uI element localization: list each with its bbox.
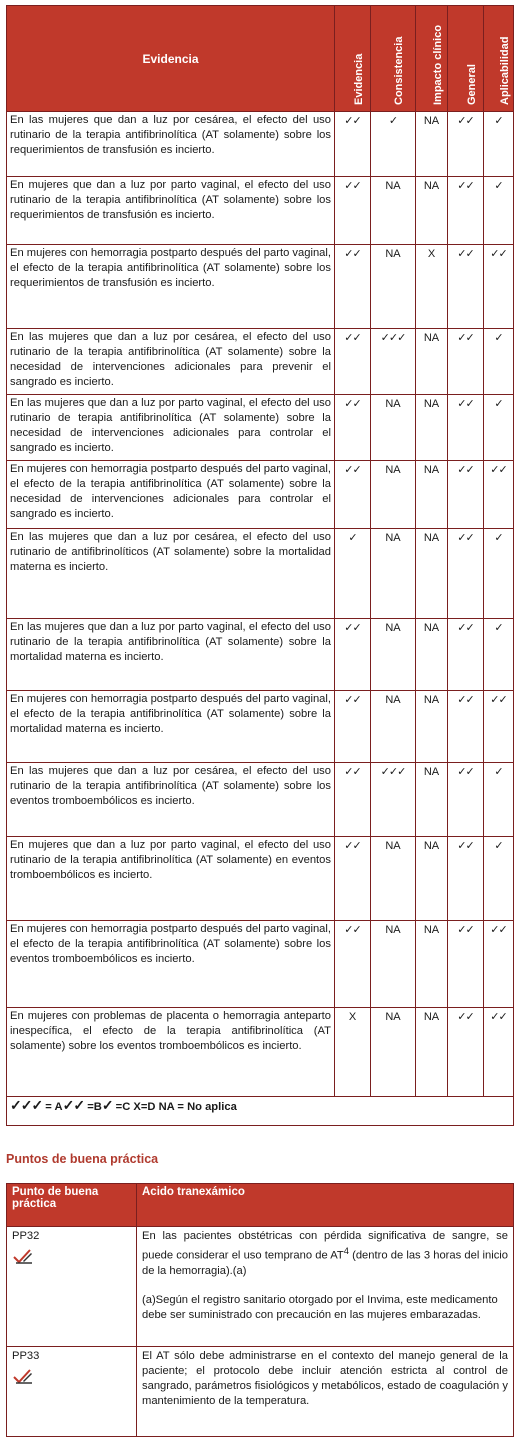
table-row (7, 763, 514, 837)
gp-code-cell (7, 1347, 137, 1437)
rating-consistencia: ✓✓✓ (371, 329, 416, 395)
header-evidencia-rotated: Evidencia (335, 6, 371, 112)
rating-impacto: NA (416, 329, 448, 395)
rating-aplicabilidad: ✓ (484, 619, 514, 691)
legend-b-text: =B (84, 1101, 102, 1113)
table-row (7, 245, 514, 329)
rating-evidencia: ✓✓ (335, 112, 371, 177)
gp-sup: 4 (343, 1246, 349, 1256)
rating-general: ✓✓ (448, 837, 484, 921)
evidence-header-row (7, 6, 514, 112)
rating-general: ✓✓ (448, 529, 484, 619)
rating-consistencia: NA (371, 177, 416, 245)
rating-aplicabilidad: ✓ (484, 177, 514, 245)
statement-cell: En mujeres con hemorragia postparto después del parto vaginal, el efecto de la terapia antifibrinolítica (AT solamente) sobre la mortalidad materna es incierto. (7, 691, 335, 763)
rating-evidencia: ✓✓ (335, 691, 371, 763)
rating-evidencia: ✓✓ (335, 461, 371, 529)
statement-cell: En las mujeres que dan a luz por cesárea, el efecto del uso rutinario de la terapia antifibrinolítica (AT solamente) sobre los requerimientos de transfusión es incierto. (7, 112, 335, 177)
gp-code: PP33 (12, 1350, 40, 1362)
table-row (7, 837, 514, 921)
rating-aplicabilidad: ✓ (484, 395, 514, 461)
rating-evidencia: ✓✓ (335, 921, 371, 1008)
rating-evidencia: ✓✓ (335, 837, 371, 921)
legend-a-text: = A (42, 1101, 63, 1113)
header-impacto-clinico: Impacto clínico (416, 6, 448, 112)
statement-cell: En mujeres con problemas de placenta o hemorragia anteparto inespecífica, el efecto de la terapia antifibrinolítica (AT solamente) sobre los eventos tromboembólicos es incierto. (7, 1008, 335, 1097)
header-consistencia: Consistencia (371, 6, 416, 112)
rating-aplicabilidad: ✓✓ (484, 691, 514, 763)
rating-evidencia: ✓ (335, 529, 371, 619)
gp-header-right: Acido tranexámico (137, 1184, 514, 1227)
legend-b-marks: ✓✓ (62, 1097, 85, 1113)
rating-impacto: NA (416, 1008, 448, 1097)
table-row (7, 395, 514, 461)
rating-general: ✓✓ (448, 395, 484, 461)
rating-general: ✓✓ (448, 177, 484, 245)
rating-impacto: NA (416, 691, 448, 763)
rating-evidencia: ✓✓ (335, 177, 371, 245)
rating-consistencia: ✓ (371, 112, 416, 177)
rating-aplicabilidad: ✓✓ (484, 921, 514, 1008)
statement-cell: En las mujeres que dan a luz por cesárea, el efecto del uso rutinario de la terapia antifibrinolítica (AT solamente) sobre la necesidad de intervenciones adicionales para prevenir el sangrado es incierto. (7, 329, 335, 395)
rating-aplicabilidad: ✓✓ (484, 1008, 514, 1097)
statement-cell: En las mujeres que dan a luz por parto vaginal, el efecto del uso rutinario de terapia antifibrinolítica (AT solamente) sobre la necesidad de intervenciones adicionales para controlar el sangrado es incierto. (7, 395, 335, 461)
statement-cell: En las mujeres que dan a luz por parto vaginal, el efecto del uso rutinario de la terapia antifibrinolítica (AT solamente) sobre la mortalidad materna es incierto. (7, 619, 335, 691)
gp-note: (a)Según el registro sanitario otorgado por el Invima, este medicamento debe ser suministrado con precaución en las mujeres embarazadas. (142, 1293, 498, 1321)
rating-consistencia: NA (371, 837, 416, 921)
table-row (7, 921, 514, 1008)
table-row (7, 329, 514, 395)
legend-c-marks: ✓ (101, 1097, 113, 1113)
rating-aplicabilidad: ✓ (484, 112, 514, 177)
rating-general: ✓✓ (448, 921, 484, 1008)
statement-cell: En mujeres que dan a luz por parto vaginal, el efecto del uso rutinario de la terapia antifibrinolítica (AT solamente) sobre los requerimientos de transfusión es incierto. (7, 177, 335, 245)
rating-evidencia: ✓✓ (335, 763, 371, 837)
statement-cell: En las mujeres que dan a luz por cesárea, el efecto del uso rutinario de antifibrinolíticos (AT solamente) sobre la mortalidad materna es incierto. (7, 529, 335, 619)
gp-row-pp32 (7, 1227, 514, 1347)
rating-general: ✓✓ (448, 245, 484, 329)
rating-consistencia: NA (371, 461, 416, 529)
gp-header-left: Punto de buena práctica (7, 1184, 137, 1227)
header-evidencia: Evidencia (7, 6, 335, 112)
table-row (7, 619, 514, 691)
rating-impacto: NA (416, 177, 448, 245)
rating-impacto: NA (416, 529, 448, 619)
section-title: Puntos de buena práctica (6, 1152, 159, 1166)
rating-consistencia: NA (371, 245, 416, 329)
rating-general: ✓✓ (448, 763, 484, 837)
rating-general: ✓✓ (448, 329, 484, 395)
rating-general: ✓✓ (448, 112, 484, 177)
statement-cell: En mujeres con hemorragia postparto después del parto vaginal, el efecto de la terapia antifibrinolítica (AT solamente) sobre la necesidad de intervenciones adicionales para controlar el sangrado es incierto. (7, 461, 335, 529)
rating-aplicabilidad: ✓ (484, 329, 514, 395)
gp-text-cell (137, 1227, 514, 1347)
pen-check-icon (12, 1247, 34, 1265)
legend-row (7, 1097, 514, 1126)
header-general: General (448, 6, 484, 112)
rating-general: ✓✓ (448, 619, 484, 691)
statement-cell: En las mujeres que dan a luz por cesárea, el efecto del uso rutinario de la terapia antifibrinolítica (AT solamente) sobre los eventos tromboembólicos es incierto. (7, 763, 335, 837)
rating-impacto: NA (416, 395, 448, 461)
rating-impacto: NA (416, 461, 448, 529)
rating-general: ✓✓ (448, 1008, 484, 1097)
rating-consistencia: NA (371, 395, 416, 461)
table-row (7, 529, 514, 619)
rating-consistencia: NA (371, 1008, 416, 1097)
rating-aplicabilidad: ✓✓ (484, 461, 514, 529)
rating-evidencia: ✓✓ (335, 329, 371, 395)
good-practice-table (6, 1183, 514, 1437)
rating-consistencia: ✓✓✓ (371, 763, 416, 837)
pen-check-icon (12, 1367, 34, 1385)
rating-impacto: NA (416, 619, 448, 691)
gp-row-pp33 (7, 1347, 514, 1437)
rating-general: ✓✓ (448, 691, 484, 763)
rating-aplicabilidad: ✓ (484, 763, 514, 837)
rating-evidencia: X (335, 1008, 371, 1097)
rating-impacto: NA (416, 763, 448, 837)
table-row (7, 112, 514, 177)
table-row (7, 1008, 514, 1097)
rating-evidencia: ✓✓ (335, 245, 371, 329)
rating-evidencia: ✓✓ (335, 619, 371, 691)
rating-consistencia: NA (371, 529, 416, 619)
rating-aplicabilidad: ✓✓ (484, 245, 514, 329)
rating-consistencia: NA (371, 691, 416, 763)
rating-aplicabilidad: ✓ (484, 529, 514, 619)
table-row (7, 177, 514, 245)
legend-cell (7, 1097, 514, 1126)
header-aplicabilidad: Aplicabilidad (484, 6, 514, 112)
rating-impacto: X (416, 245, 448, 329)
legend-c-text: =C X=D NA = No aplica (112, 1101, 237, 1113)
rating-consistencia: NA (371, 619, 416, 691)
legend-a-marks: ✓✓✓ (10, 1097, 43, 1113)
gp-text-cell: El AT sólo debe administrarse en el contexto del manejo general de la paciente; el protocolo debe incluir atención estricta al control de sangrado, parámetros fisiológicos y metabólicos, estado de coagulación y mantenimiento de la temperatura. (137, 1347, 514, 1437)
rating-impacto: NA (416, 837, 448, 921)
gp-text-after: (dentro de las 3 horas del inicio de la hemorragia).(a) (142, 1249, 508, 1277)
table-row (7, 691, 514, 763)
statement-cell: En mujeres con hemorragia postparto después del parto vaginal, el efecto de la terapia antifibrinolítica (AT solamente) sobre los requerimientos de transfusión es incierto. (7, 245, 335, 329)
rating-consistencia: NA (371, 921, 416, 1008)
rating-evidencia: ✓✓ (335, 395, 371, 461)
gp-code: PP32 (12, 1230, 40, 1242)
evidence-table (6, 5, 514, 1126)
statement-cell: En mujeres con hemorragia postparto después del parto vaginal, el efecto de la terapia antifibrinolítica (AT solamente) sobre los eventos tromboembólicos es incierto. (7, 921, 335, 1008)
gp-code-cell (7, 1227, 137, 1347)
rating-general: ✓✓ (448, 461, 484, 529)
gp-text: En las pacientes obstétricas con pérdida significativa de sangre, se puede considerar el uso temprano de AT (142, 1230, 508, 1262)
rating-impacto: NA (416, 112, 448, 177)
table-row (7, 461, 514, 529)
rating-impacto: NA (416, 921, 448, 1008)
statement-cell: En mujeres que dan a luz por parto vaginal, el efecto del uso rutinario de la terapia antifibrinolítica (AT solamente) en eventos tromboembólicos es incierto. (7, 837, 335, 921)
gp-header-row (7, 1184, 514, 1227)
rating-aplicabilidad: ✓ (484, 837, 514, 921)
